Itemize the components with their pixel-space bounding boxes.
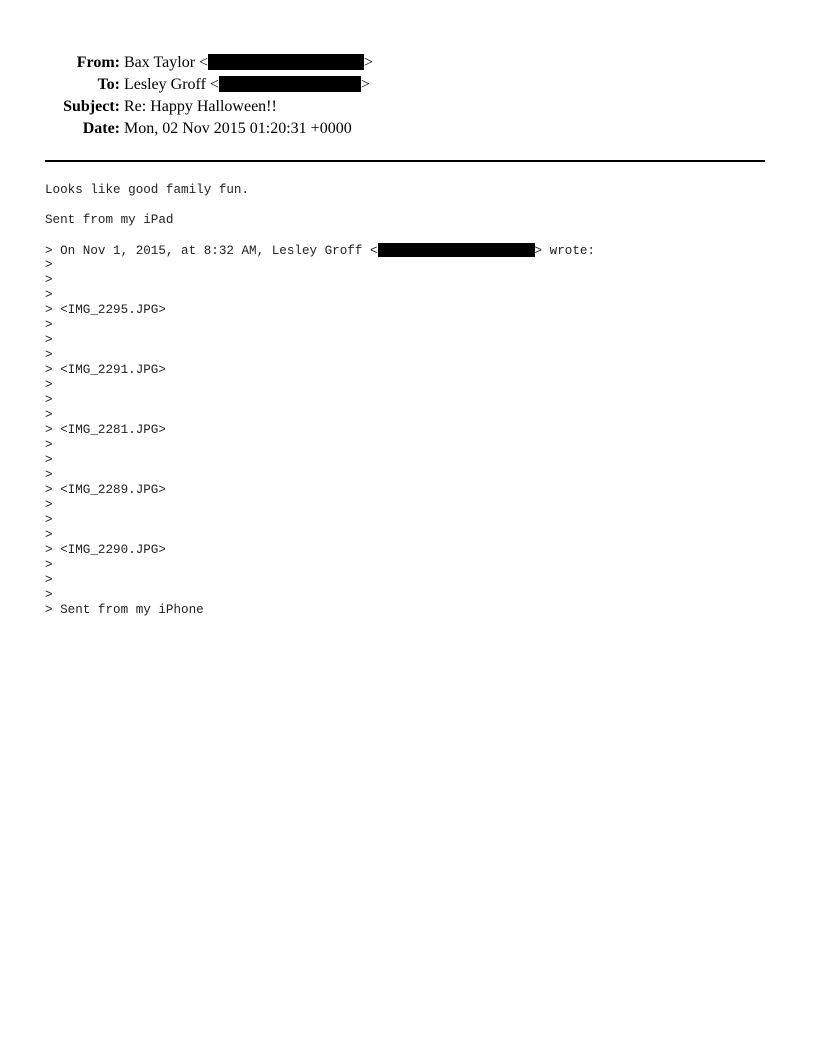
quote-marker: >: [45, 453, 53, 467]
to-close: >: [360, 76, 370, 93]
quote-marker: >: [45, 528, 53, 542]
from-label: From:: [76, 54, 120, 71]
redacted-email-block: [208, 54, 364, 70]
quote-marker: >: [45, 498, 53, 512]
from-close: >: [364, 54, 374, 71]
quote-marker: >: [45, 378, 53, 392]
quote-marker: >: [45, 438, 53, 452]
date-value: Mon, 02 Nov 2015 01:20:31 +0000: [124, 120, 352, 137]
quote-intro-end: > wrote:: [534, 244, 595, 258]
to-value: [124, 74, 370, 96]
attachment-line: > <IMG_2289.JPG>: [45, 483, 166, 497]
subject-value: Re: Happy Halloween!!: [124, 98, 277, 115]
blank-line: [45, 228, 775, 243]
quote-marker: >: [45, 333, 53, 347]
quote-intro: [45, 243, 775, 258]
body-line: Looks like good family fun.: [45, 183, 250, 197]
to-row: [0, 74, 816, 96]
attachment-line: > <IMG_2295.JPG>: [45, 303, 166, 317]
attachment-line: > <IMG_2281.JPG>: [45, 423, 166, 437]
blank-line: [45, 198, 775, 213]
email-body: [45, 183, 775, 618]
attachment-line: > <IMG_2290.JPG>: [45, 543, 166, 557]
quote-intro-start: > On Nov 1, 2015, at 8:32 AM, Lesley Groff <: [45, 244, 378, 258]
header-divider: [45, 160, 765, 162]
attachment-line: > <IMG_2291.JPG>: [45, 363, 166, 377]
quote-marker: >: [45, 558, 53, 572]
to-name: Lesley Groff <: [124, 76, 219, 93]
from-name: Bax Taylor <: [124, 54, 209, 71]
quote-marker: >: [45, 408, 53, 422]
quote-marker: >: [45, 573, 53, 587]
quote-marker: >: [45, 348, 53, 362]
from-value: [124, 52, 373, 74]
redacted-email-block: [219, 76, 361, 92]
quote-marker: >: [45, 273, 53, 287]
from-row: [0, 52, 816, 74]
subject-row: [0, 96, 816, 118]
quote-marker: >: [45, 318, 53, 332]
quote-marker: >: [45, 513, 53, 527]
subject-label: Subject:: [63, 98, 120, 115]
redacted-email-block: [378, 243, 535, 257]
to-label: To:: [97, 76, 120, 93]
body-line: Sent from my iPad: [45, 213, 174, 227]
quote-signature: > Sent from my iPhone: [45, 603, 204, 617]
date-row: [0, 118, 816, 140]
quote-marker: >: [45, 288, 53, 302]
quote-marker: >: [45, 258, 53, 272]
quote-marker: >: [45, 588, 53, 602]
quote-marker: >: [45, 393, 53, 407]
quote-marker: >: [45, 468, 53, 482]
date-label: Date:: [82, 120, 120, 137]
email-header: [0, 52, 816, 140]
